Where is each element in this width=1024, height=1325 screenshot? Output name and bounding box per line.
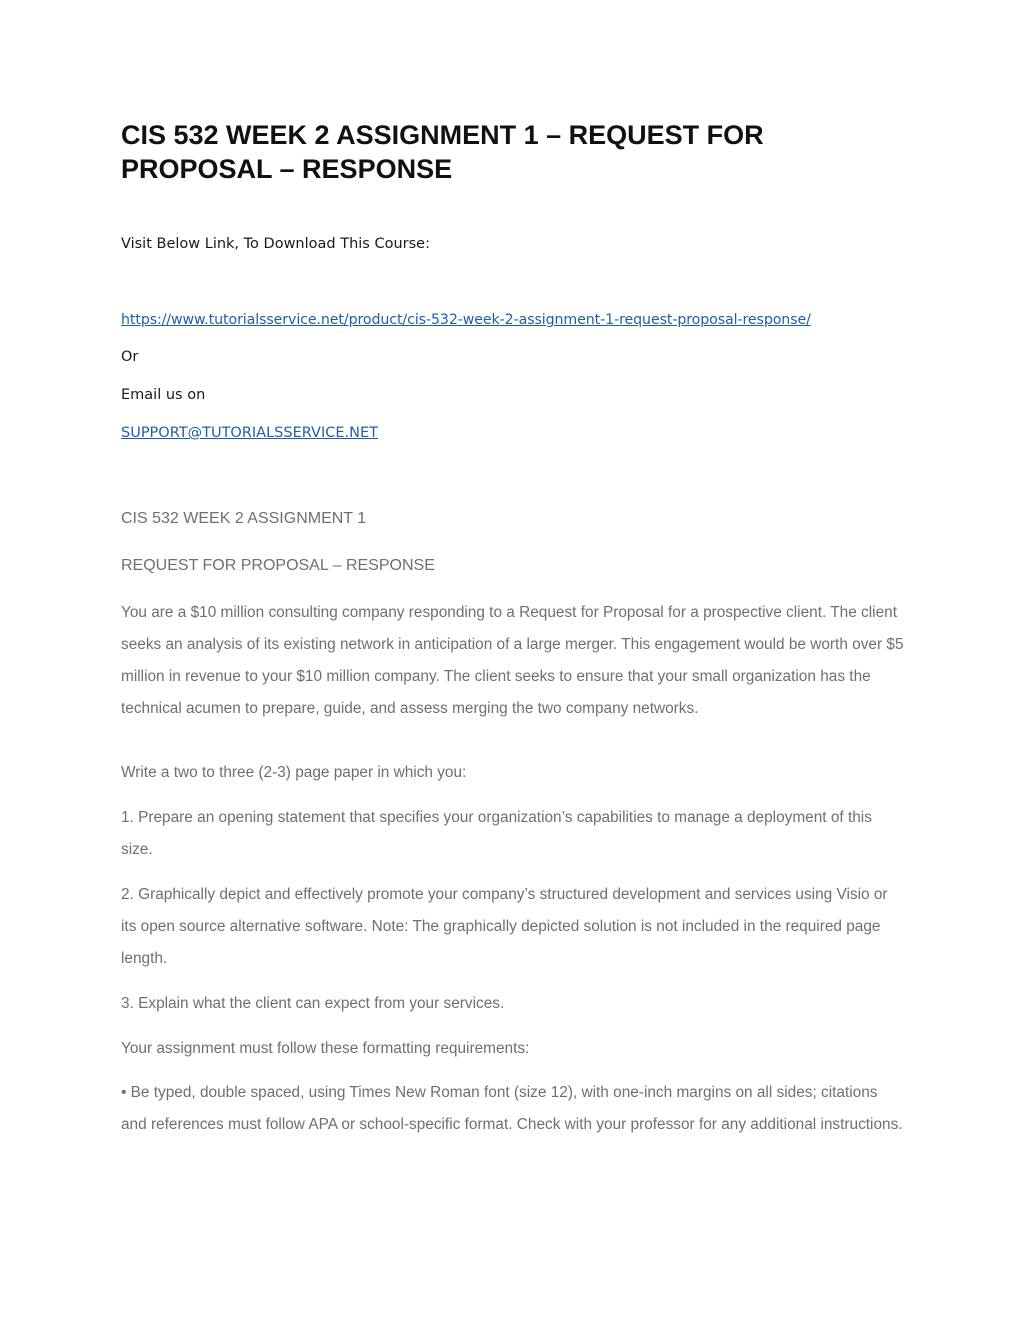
bullet-formatting: • Be typed, double spaced, using Times New Roman font (size 12), with one-inch margins on all sides; citations and references must follow APA or school-specific format. Check with your professor for any additional instructions. bbox=[121, 1084, 903, 1133]
visit-text: Visit Below Link, To Download This Course: bbox=[121, 236, 430, 252]
list-item-2: 2. Graphically depict and effectively promote your company’s structured development and services using Visio or its open source alternative software. Note: The graphically depicted solution is not included in the required page length. bbox=[121, 886, 888, 967]
email-link[interactable]: SUPPORT@TUTORIALSSERVICE.NET bbox=[121, 425, 378, 441]
subheading-rfp: REQUEST FOR PROPOSAL – RESPONSE bbox=[121, 557, 435, 574]
paragraph-write: Write a two to three (2-3) page paper in which you: bbox=[121, 764, 467, 781]
or-text: Or bbox=[121, 349, 139, 365]
list-item-1: 1. Prepare an opening statement that specifies your organization’s capabilities to manage a deployment of this size. bbox=[121, 809, 872, 858]
email-text: Email us on bbox=[121, 387, 206, 403]
formatting-intro: Your assignment must follow these formatting requirements: bbox=[121, 1040, 530, 1057]
subheading-assignment: CIS 532 WEEK 2 ASSIGNMENT 1 bbox=[121, 510, 367, 527]
document-title: CIS 532 WEEK 2 ASSIGNMENT 1 – REQUEST FOR PROPOSAL – RESPONSE bbox=[121, 120, 764, 184]
course-link[interactable]: https://www.tutorialsservice.net/product/cis-532-week-2-assignment-1-request-proposal-response/ bbox=[121, 312, 811, 328]
list-item-3: 3. Explain what the client can expect from your services. bbox=[121, 995, 505, 1012]
paragraph-intro: You are a $10 million consulting company responding to a Request for Proposal for a prospective client. The client seeks an analysis of its existing network in anticipation of a large merger. This engagement would be worth over $5 million in revenue to your $10 million company. The client seeks to ensure that your small organization has the technical acumen to prepare, guide, and assess merging the two company networks. bbox=[121, 604, 904, 717]
